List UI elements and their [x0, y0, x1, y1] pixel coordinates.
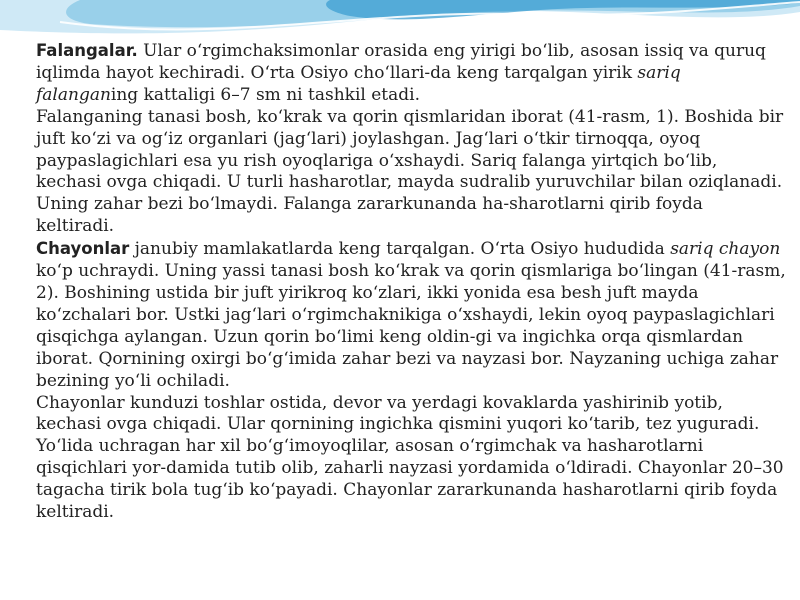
paragraph-text: Falanganing tanasi bosh, ko‘krak va qorin qismlaridan iborat (41-rasm, 1). Boshida bir juft ko‘zi va og‘iz organlari (jag‘lari) joylashgan. Jag‘lari o‘tkir tirnoqqa, oyoq paypaslagichlari esa yu rish oyoqlariga o‘xshaydi. Sariq falanga yirtqich bo‘lib, kechasi ovga chiqadi. U turli hasharotlar, mayda sudralib yuruvchilar bilan oziqlanadi. Uning zahar bezi bo‘lmaydi. Falanga zararkunanda ha-sharotlarni qirib foyda keltiradi.	[36, 106, 784, 237]
paragraph-text: ing kattaligi 6–7 sm ni tashkil etadi.	[110, 84, 420, 105]
document-body	[36, 40, 786, 524]
species-name: sariq chayon	[670, 239, 781, 260]
term-heading: Chayonlar	[36, 239, 130, 259]
paragraph-text: ko‘p uchraydi. Uning yassi tanasi bosh ko‘krak va qorin qismlariga bo‘lingan (41-rasm, 2). Boshining ustida bir juft yirikroq ko‘zlari, ikki yonida esa besh juft mayda ko‘zchalari bor. Ustki jag‘lari o‘rgimchaknikiga o‘xshaydi, lekin oyoq paypaslagichlari qisqichga aylangan. Uzun qorin bo‘limi keng oldin-gi va ingichka orqa qismlardan iborat. Qornining oxirgi bo‘g‘imida zahar bezi va nayzasi bor. Nayzaning uchiga zahar bezining yo‘li ochiladi.	[36, 261, 786, 391]
paragraph	[36, 107, 786, 238]
paragraph	[36, 40, 786, 107]
paragraph	[36, 393, 786, 524]
paragraph-text: Ular o‘rgimchaksimonlar orasida eng yirigi bo‘lib, asosan issiq va quruq iqlimda hayot kechiradi. O‘rta Osiyo cho‘llari-da keng tarqalgan yirik	[36, 41, 766, 83]
paragraph-text: Chayonlar kunduzi toshlar ostida, devor va yerdagi kovaklarda yashirinib yotib, kechasi ovga chiqadi. Ular qornining ingichka qismini yuqori ko‘tarib, tez yuguradi. Yo‘lida uchragan har xil bo‘g‘imoyoqlilar, asosan o‘rgimchak va hasharotlarni qisqichlari yor-damida tutib olib, zaharli nayzasi yordamida o‘ldiradi. Chayonlar 20–30 tagacha tirik bola tug‘ib ko‘payadi. Chayonlar zararkunanda hasharotlarni qirib foyda keltiradi.	[36, 392, 784, 523]
paragraph	[36, 238, 786, 392]
term-heading: Falangalar.	[36, 41, 138, 60]
species-name: sariq falangan	[36, 62, 681, 105]
paragraph-text: janubiy mamlakatlarda keng tarqalgan. O‘rta Osiyo hududida	[129, 239, 671, 260]
